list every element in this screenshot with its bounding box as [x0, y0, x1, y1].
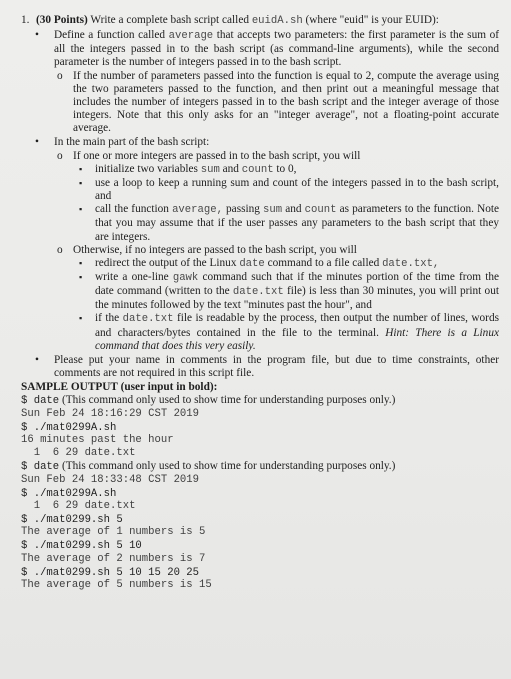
terminal-line: The average of 5 numbers is 15: [21, 579, 212, 592]
terminal-line: Sun Feb 24 18:33:48 CST 2019: [21, 473, 200, 486]
bullet-marker: o: [57, 149, 63, 162]
bullet-marker: •: [35, 353, 39, 366]
bullet-marker: ▪: [79, 163, 83, 174]
terminal-line: $ ./mat0299A.sh: [21, 487, 117, 500]
terminal-line: $ ./mat0299.sh 5 10 15 20 25: [21, 566, 200, 579]
question-number: 1.: [21, 14, 30, 26]
bullet-main-part: • In the main part of the bash script:: [35, 136, 210, 149]
bullet-name-comments: • Please put your name in comments in the program file, but due to time constraints, other comments are not required in this script file.: [35, 353, 499, 380]
item-initialize-variables: ▪ initialize two variables sum and count to 0,: [79, 162, 297, 176]
bullet-marker: ▪: [79, 257, 83, 268]
item-gawk: ▪ write a one-line gawk command such that if the minutes portion of the time from the date command (written to the date.txt file) is less than 30 minutes, you will print out the minutes followed by the text "minutes past the hour", and: [79, 270, 500, 312]
item-call-average: ▪ call the function average, passing sum and count as parameters to the function. Note that you may assume that if the user passes any parameters to the bash script that they are integers.: [79, 203, 500, 243]
item-loop: ▪ use a loop to keep a running sum and count of the integers passed in to the bash script, and: [79, 176, 499, 203]
subbullet-no-integers: o Otherwise, if no integers are passed to the bash script, you will: [57, 243, 357, 256]
terminal-line: $ date (This command only used to show time for understanding purposes only.): [21, 460, 396, 474]
bullet-marker: o: [57, 69, 63, 82]
bullet-marker: o: [57, 243, 63, 256]
bullet-define-function: • Define a function called average that accepts two parameters: the first parameter is the sum of all the integers passed in to the bash script (as command-line arguments), while the second parameter is the number of integers passed in to the bash script.: [35, 29, 499, 69]
terminal-line: Sun Feb 24 18:16:29 CST 2019: [21, 407, 200, 420]
item-readable-file: ▪ if the date.txt file is readable by the process, then output the number of lines, words and characters/bytes contained in the file to the terminal. Hint: There is a Linux command that does this very easily.: [79, 312, 499, 352]
sample-output: [21, 381, 499, 592]
item-redirect-date: ▪ redirect the output of the Linux date command to a file called date.txt,: [79, 256, 440, 270]
terminal-line: 1 6 29 date.txt: [21, 447, 136, 460]
bullet-marker: ▪: [79, 313, 83, 324]
terminal-line: The average of 2 numbers is 7: [21, 552, 206, 565]
terminal-line: $ ./mat0299.sh 5 10: [21, 540, 142, 553]
sample-heading: SAMPLE OUTPUT (user input in bold):: [21, 381, 218, 394]
question-header: 1. (30 Points) Write a complete bash script called euidA.sh (where "euid" is your EUID):: [21, 14, 439, 27]
terminal-line: 16 minutes past the hour: [21, 433, 174, 446]
bullet-marker: •: [35, 29, 39, 42]
terminal-line: The average of 1 numbers is 5: [21, 526, 206, 539]
question-points: (30 Points): [36, 14, 88, 26]
script-name: euidA.sh: [251, 15, 303, 27]
terminal-line: $ date (This command only used to show time for understanding purposes only.): [21, 394, 396, 408]
bullet-marker: ▪: [79, 204, 83, 215]
terminal-line: 1 6 29 date.txt: [21, 499, 136, 512]
hint-text: Hint: There is a Linux command that does this very easily.: [95, 326, 499, 352]
bullet-marker: ▪: [79, 177, 83, 188]
terminal-line: $ ./mat0299A.sh: [21, 421, 117, 434]
subbullet-integers-passed: o If one or more integers are passed in to the bash script, you will: [57, 149, 361, 162]
bullet-marker: •: [35, 136, 39, 149]
subbullet-compute-average: o If the number of parameters passed into the function is equal to 2, compute the average using the two parameters passed to the function, and then print out a meaningful message that includes the number of integers passed in to the bash script and the integer average of those integers. Note that this only asks for an "integer average", not a floating-point accurate average.: [57, 69, 499, 135]
assignment-text: [21, 14, 499, 592]
bullet-marker: ▪: [79, 271, 83, 282]
terminal-line: $ ./mat0299.sh 5: [21, 514, 123, 527]
